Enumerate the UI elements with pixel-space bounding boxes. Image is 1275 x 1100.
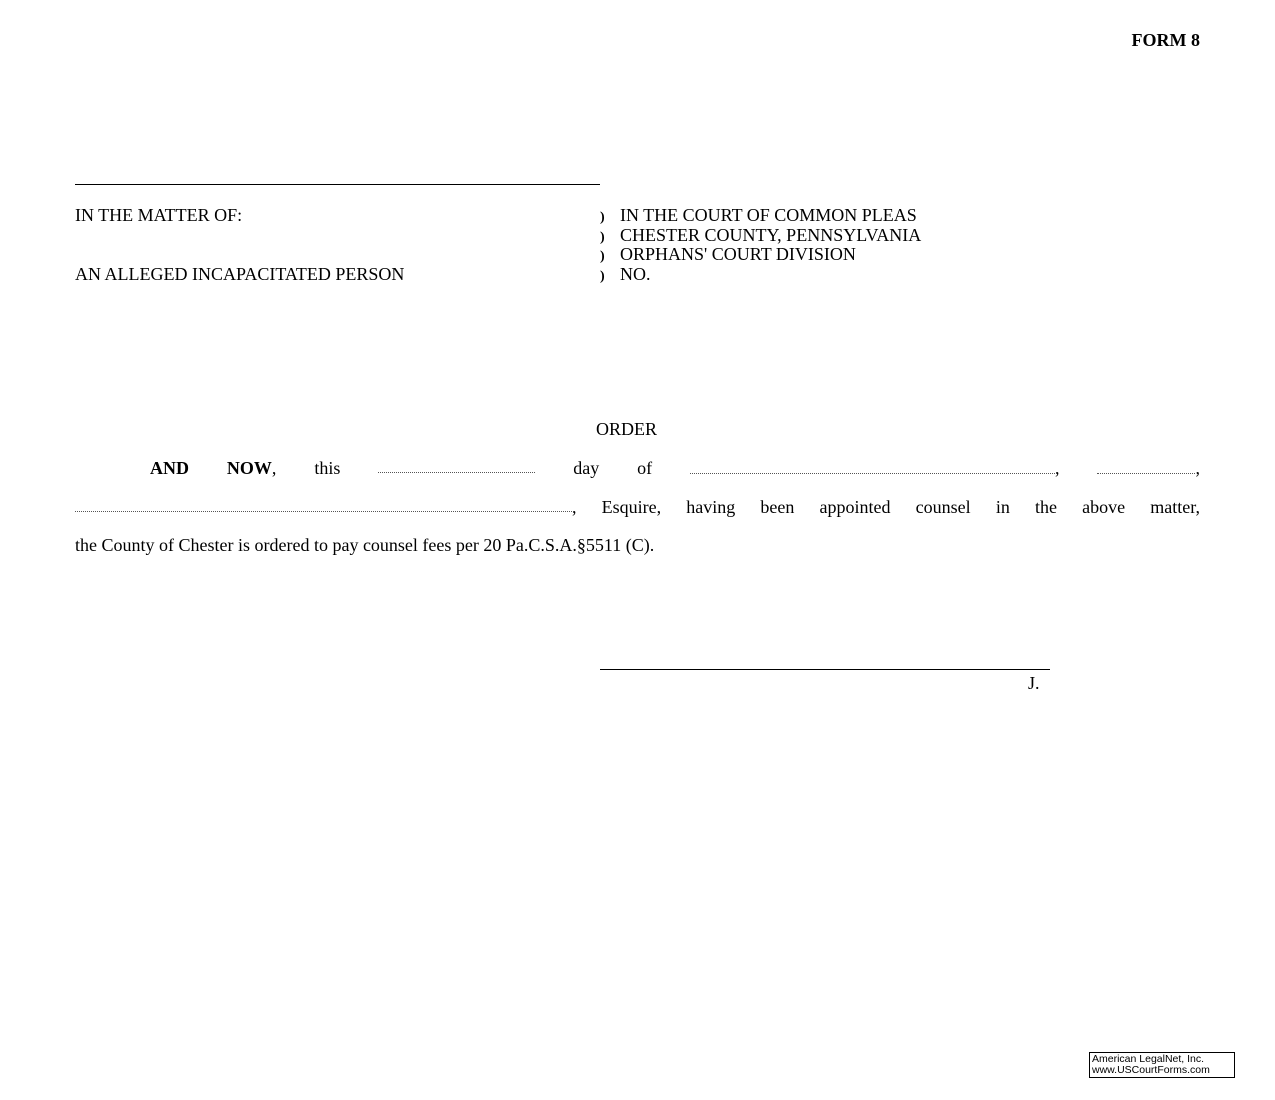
comma: ,: [1195, 458, 1200, 478]
bracket-mark: ): [600, 229, 605, 245]
case-number-label: NO.: [620, 264, 651, 284]
year-blank[interactable]: [1097, 459, 1195, 474]
court-line-4: [600, 264, 651, 287]
and-word: AND: [150, 458, 189, 478]
order-title: ORDER: [596, 419, 658, 439]
bracket-mark: ): [600, 269, 605, 284]
division-text: ORPHANS' COURT DIVISION: [620, 244, 856, 264]
publisher-url: www.USCourtForms.com: [1092, 1064, 1210, 1076]
counsel-name-blank[interactable]: [75, 497, 572, 512]
caption-top-rule: [75, 184, 600, 185]
signature-line: [600, 669, 1050, 670]
county-text: CHESTER COUNTY, PENNSYLVANIA: [620, 224, 922, 245]
comma: ,: [1055, 458, 1060, 478]
now-word: NOW: [226, 458, 272, 478]
order-line-2: [75, 497, 1200, 517]
court-text: IN THE COURT OF COMMON PLEAS: [620, 205, 917, 225]
month-blank[interactable]: [690, 459, 1055, 474]
now-group: [227, 458, 277, 478]
year-group: [1097, 458, 1200, 478]
this-word: this: [314, 458, 341, 478]
order-line-3: the County of Chester is ordered to pay counsel fees per 20 Pa.C.S.A.§5511 (C).: [75, 535, 655, 555]
publisher-name: American LegalNet, Inc.: [1092, 1053, 1205, 1065]
day-blank[interactable]: [378, 458, 535, 473]
day-word: day: [573, 458, 600, 478]
order-line-1: [150, 458, 1200, 478]
judge-suffix: J.: [1028, 673, 1040, 693]
form-label: FORM 8: [1131, 30, 1200, 50]
matter-of-label: IN THE MATTER OF:: [75, 205, 243, 225]
of-word: of: [637, 458, 653, 478]
esquire-text: , Esquire, having been appointed counsel in the above matter,: [572, 497, 1200, 517]
alleged-person-label: AN ALLEGED INCAPACITATED PERSON: [75, 264, 405, 284]
comma: ,: [271, 458, 277, 478]
publisher-stamp: [1089, 1052, 1235, 1078]
bracket-mark: ): [600, 249, 605, 264]
bracket-mark: ): [600, 210, 605, 225]
month-group: [690, 458, 1060, 478]
